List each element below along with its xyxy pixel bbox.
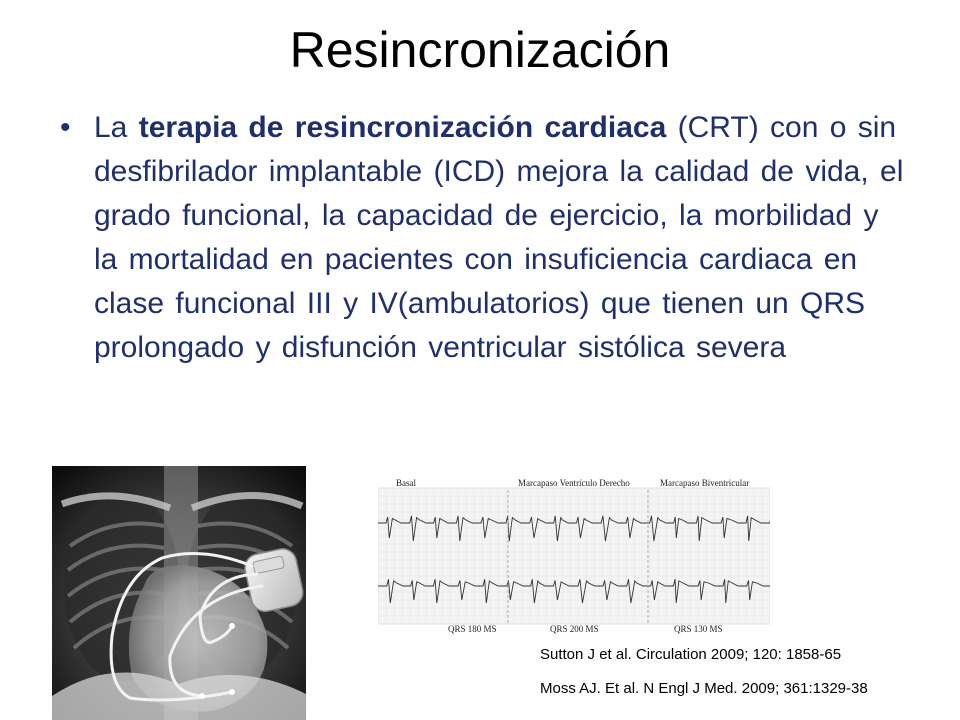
bullet-paragraph	[94, 106, 906, 370]
slide-title: Resincronización	[289, 22, 671, 78]
bullet-text-bold: terapia de resincronización cardiaca	[138, 111, 667, 144]
bullet-marker: •	[60, 111, 71, 144]
chest-xray-image	[52, 466, 306, 720]
ecg-figure	[378, 478, 770, 636]
bullet-text-rest: (CRT) con o sin desfibrilador implantable (ICD) mejora la calidad de vida, el grado funcional, la capacidad de ejercicio, la morbilidad y la mortalidad en pacientes con insuficiencia cardiaca en clase funcional III y IV(ambulatorios) que tienen un QRS prolongado y disfunción ventricular sistólica severa	[94, 111, 904, 364]
ecg-footer-qrs-biv: QRS 130 MS	[674, 624, 723, 634]
reference-sutton: Sutton J et al. Circulation 2009; 120: 1858-65	[540, 646, 842, 663]
bullet-text-start: La	[94, 111, 139, 144]
reference-moss: Moss AJ. Et al. N Engl J Med. 2009; 361:1329-38	[540, 680, 868, 697]
ecg-header-rv-pacing: Marcapaso Ventrículo Derecho	[518, 478, 630, 488]
ecg-header-basal: Basal	[396, 478, 416, 488]
chest-xray-drawing	[52, 466, 306, 720]
ecg-footer-qrs-basal: QRS 180 MS	[448, 624, 497, 634]
ecg-traces	[378, 478, 770, 636]
ecg-footer-qrs-rv: QRS 200 MS	[550, 624, 599, 634]
ecg-header-biv-pacing: Marcapaso Biventricular	[660, 478, 750, 488]
